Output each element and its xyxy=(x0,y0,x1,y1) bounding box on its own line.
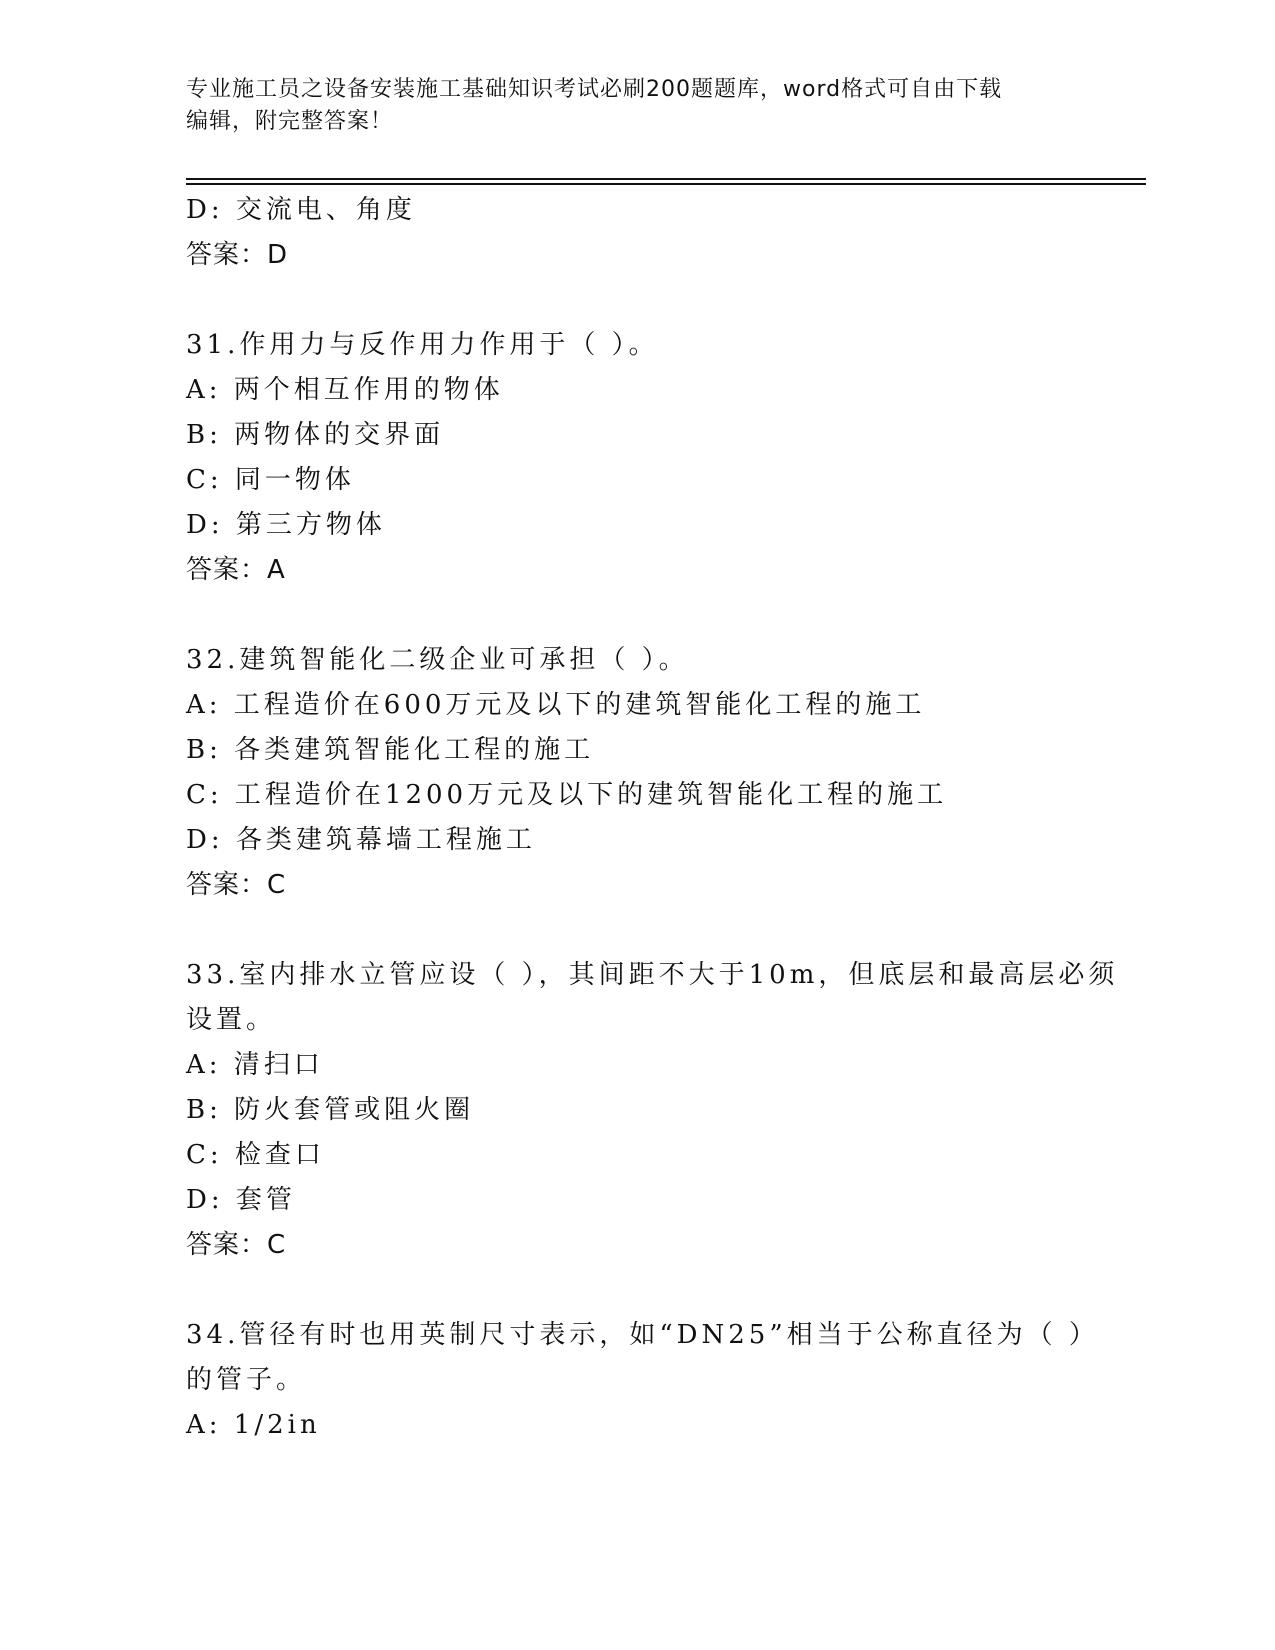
question-list xyxy=(186,188,1119,1448)
q32-option-b: B: 各类建筑智能化工程的施工 xyxy=(186,735,595,765)
q33-option-b: B: 防火套管或阻火圈 xyxy=(186,1095,475,1125)
q31-option-b: B: 两物体的交界面 xyxy=(186,420,445,450)
q33-option-c: C: 检查口 xyxy=(186,1140,325,1170)
q34-stem-line2: 的管子。 xyxy=(186,1365,307,1395)
document-header xyxy=(186,74,1086,138)
q33-stem-line1: 33.室内排水立管应设（ ），其间距不大于10m，但底层和最高层必须 xyxy=(186,960,1119,990)
q32-option-c: C: 工程造价在1200万元及以下的建筑智能化工程的施工 xyxy=(186,780,948,810)
q31-option-d: D: 第三方物体 xyxy=(186,510,386,540)
spacer xyxy=(186,908,1086,953)
q31-answer: 答案：A xyxy=(186,555,286,585)
q33-stem-line2: 设置。 xyxy=(186,1005,277,1035)
header-title-line2: 编辑，附完整答案！ xyxy=(186,109,394,134)
q33-answer: 答案：C xyxy=(186,1230,287,1260)
q32-stem: 32.建筑智能化二级企业可承担（ ）。 xyxy=(186,645,689,675)
header-divider-top xyxy=(186,178,1146,180)
q33-option-a: A: 清扫口 xyxy=(186,1050,324,1080)
q32-option-a: A: 工程造价在600万元及以下的建筑智能化工程的施工 xyxy=(186,690,926,720)
q32-option-d: D: 各类建筑幕墙工程施工 xyxy=(186,825,536,855)
header-divider-bottom xyxy=(186,183,1146,185)
q34-stem-line1: 34.管径有时也用英制尺寸表示，如“DN25”相当于公称直径为（ ） xyxy=(186,1320,1099,1350)
prev-option-d: D: 交流电、角度 xyxy=(186,195,416,225)
q31-stem: 31.作用力与反作用力作用于（ ）。 xyxy=(186,330,659,360)
q32-answer: 答案：C xyxy=(186,870,287,900)
prev-answer: 答案：D xyxy=(186,240,289,270)
spacer xyxy=(186,593,1086,638)
q34-option-a: A: 1/2in xyxy=(186,1410,321,1440)
q31-option-a: A: 两个相互作用的物体 xyxy=(186,375,504,405)
q31-option-c: C: 同一物体 xyxy=(186,465,355,495)
header-title-line1: 专业施工员之设备安装施工基础知识考试必刷200题题库，word格式可自由下载 xyxy=(186,77,1003,102)
q33-option-d: D: 套管 xyxy=(186,1185,296,1215)
spacer xyxy=(186,278,1086,323)
spacer xyxy=(186,1268,1086,1313)
